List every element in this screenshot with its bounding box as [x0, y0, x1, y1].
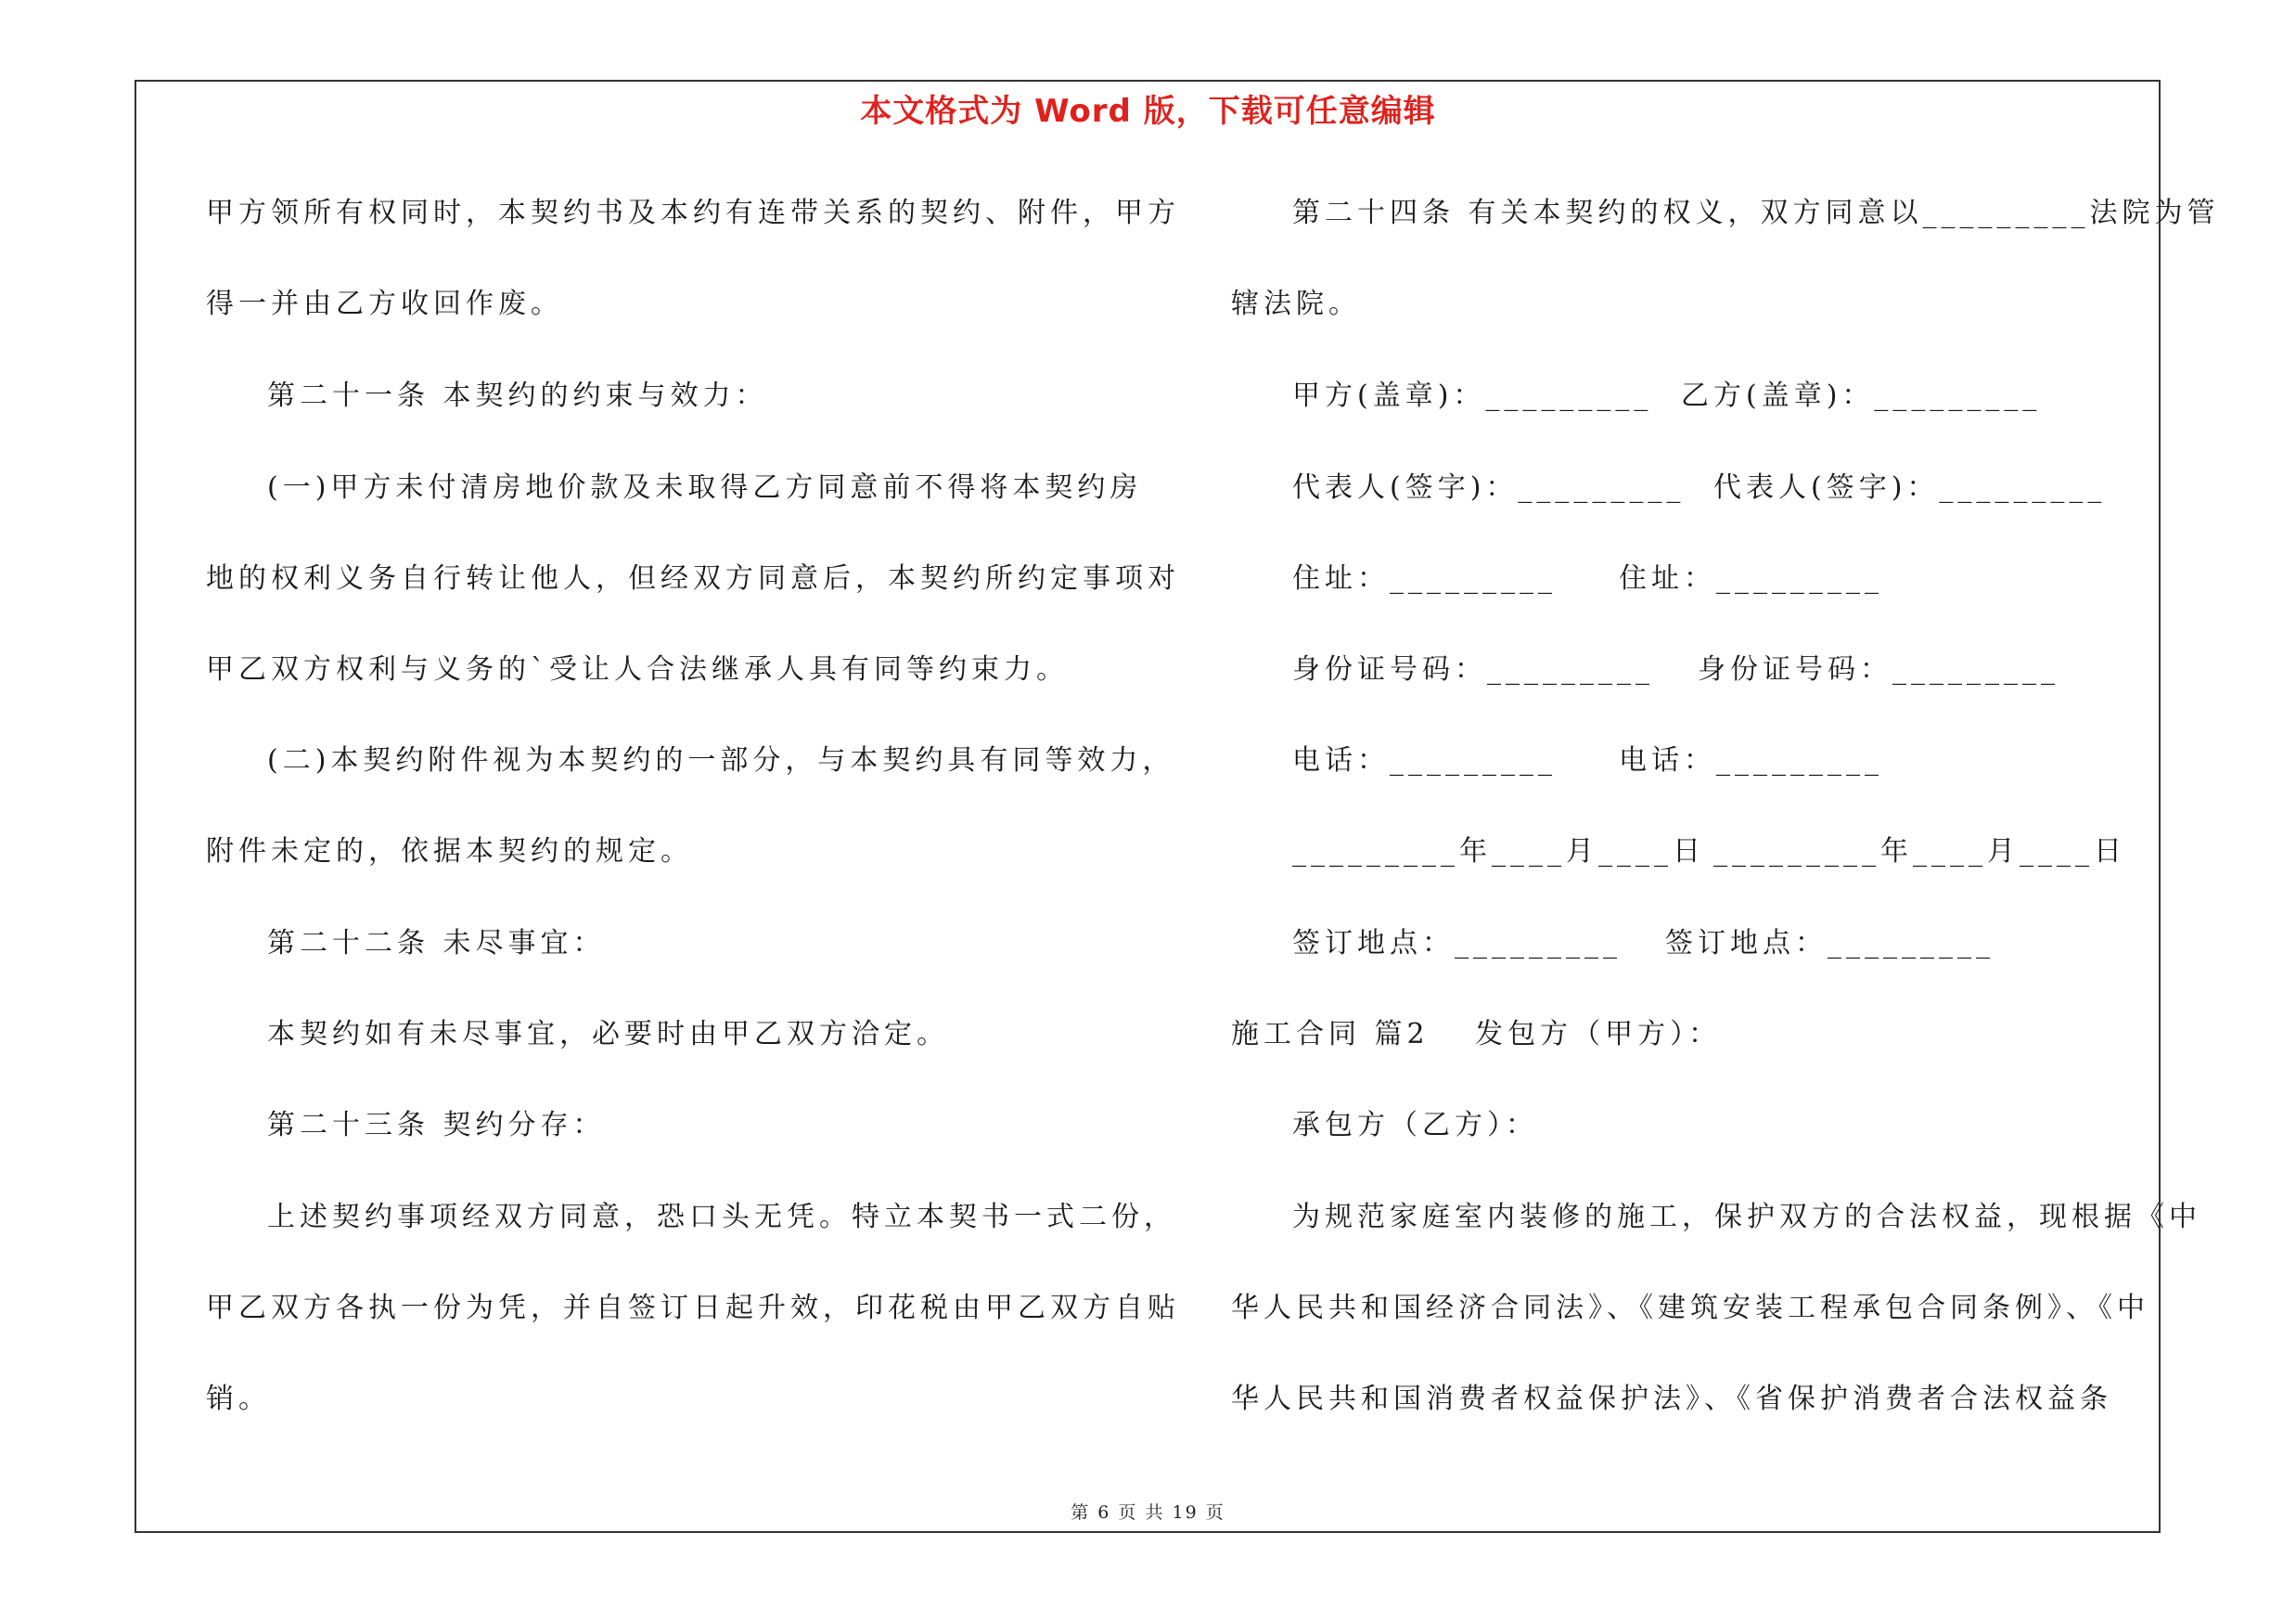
id-number-field-a: 身份证号码：_________	[1292, 653, 1654, 686]
signing-place-field-a: 签订地点：_________	[1292, 927, 1622, 960]
seal-field-party-a: 甲方(盖章)：_________	[1292, 380, 1653, 412]
text-line: 上述契约事项经双方同意，恐口头无凭。特立本契书一式二份，	[267, 1201, 1176, 1233]
signing-place-field-b: 签订地点：_________	[1665, 927, 1995, 960]
date-field-a: _________年____月____日	[1292, 835, 1705, 868]
text-line: 甲乙双方权利与义务的`受让人合法继承人具有同等约束力。	[206, 653, 1069, 686]
text-line: (二)本契约附件视为本契约的一部分，与本契约具有同等效力，	[267, 744, 1175, 777]
address-field-b: 住址：_________	[1619, 562, 1883, 595]
text-line: 辖法院。	[1231, 288, 1361, 320]
text-line: 甲方领所有权同时，本契约书及本约有连带关系的契约、附件，甲方	[206, 197, 1180, 229]
id-number-field-b: 身份证号码：_________	[1698, 653, 2059, 686]
article-heading: 第二十一条 本契约的约束与效力：	[267, 380, 768, 412]
text-line: 地的权利义务自行转让他人，但经双方同意后，本契约所约定事项对	[206, 562, 1180, 595]
text-line: 本契约如有未尽事宜，必要时由甲乙双方洽定。	[267, 1018, 949, 1050]
text-line: 华人民共和国经济合同法》、《建筑安装工程承包合同条例》、《中	[1231, 1292, 2149, 1324]
text-line: 华人民共和国消费者权益保护法》、《省保护消费者合法权益条	[1231, 1383, 2112, 1415]
article-heading: 第二十二条 未尽事宜：	[267, 927, 606, 960]
text-line: 销。	[206, 1383, 271, 1415]
date-field-b: _________年____月____日	[1713, 835, 2126, 868]
text-line: 甲乙双方各执一份为凭，并自签订日起升效，印花税由甲乙双方自贴	[206, 1292, 1180, 1324]
text-line: 得一并由乙方收回作废。	[206, 288, 563, 320]
representative-field-a: 代表人(签字)：_________	[1292, 471, 1686, 504]
article-heading: 第二十三条 契约分存：	[267, 1109, 606, 1141]
article-heading: 第二十四条 有关本契约的权义，双方同意以_________法院为管	[1292, 197, 2220, 229]
contract-section-heading: 施工合同 篇2 发包方（甲方）：	[1231, 1018, 1722, 1050]
text-line: 附件未定的，依据本契约的规定。	[206, 835, 693, 868]
representative-field-b: 代表人(签字)：_________	[1713, 471, 2107, 504]
seal-field-party-b: 乙方(盖章)：_________	[1681, 380, 2042, 412]
text-line: (一)甲方未付清房地价款及未取得乙方同意前不得将本契约房	[267, 471, 1143, 504]
contractor-label: 承包方（乙方）：	[1292, 1109, 1538, 1141]
address-field-a: 住址：_________	[1292, 562, 1557, 595]
format-banner: 本文格式为 Word 版，下载可任意编辑	[860, 93, 1436, 130]
phone-field-b: 电话：_________	[1619, 744, 1883, 777]
phone-field-a: 电话：_________	[1292, 744, 1557, 777]
text-line: 为规范家庭室内装修的施工，保护双方的合法权益，现根据《中	[1292, 1201, 2201, 1233]
page-number-footer: 第 6 页 共 19 页	[1071, 1502, 1225, 1523]
